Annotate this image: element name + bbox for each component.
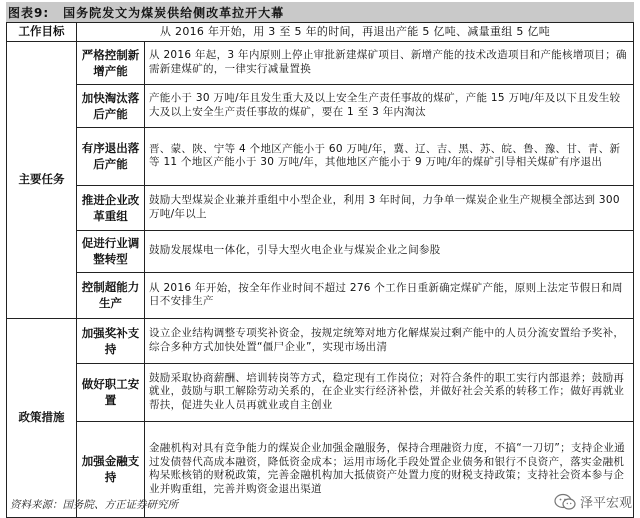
wechat-bubble-icon (554, 493, 576, 511)
figure-title: 国务院发文为煤炭供给侧改革拉开大幕 (63, 5, 285, 20)
watermark (554, 492, 632, 511)
task-title: 促进行业调整转型 (77, 230, 145, 272)
watermark-text: 泽平宏观 (579, 496, 632, 511)
table-row (7, 185, 634, 230)
task-title: 推进企业改革重组 (77, 185, 145, 230)
measure-title: 做好职工安置 (77, 363, 145, 421)
table-row (7, 318, 634, 363)
task-content: 从 2016 年起，3 年内原则上停止审批新建煤矿项目、新增产能的技术改造项目和产能核增项目；确需新建煤矿的，一律实行减量置换 (145, 41, 634, 84)
task-content: 产能小于 30 万吨/年且发生重大及以上安全生产责任事故的煤矿，产能 15 万吨/年及以下且发生较大及以上安全生产责任事故的煤矿，要在 1 至 3 年内淘汰 (145, 84, 634, 127)
task-content: 鼓励发展煤电一体化，引导大型火电企业与煤炭企业之间参股 (145, 230, 634, 272)
measure-content: 设立企业结构调整专项奖补资金，按规定统筹对地方化解煤炭过剩产能中的人员分流安置给予奖补，综合多种方式加快处置“僵尸企业”，实现市场出清 (145, 318, 634, 363)
measure-content: 金融机构对具有竞争能力的煤炭企业加强金融服务，保持合理融资力度，不搞“一刀切”；支持企业通过发债替代高成本融资，降低资金成本；运用市场化手段处置企业债务和银行不良资产，落实金融机构呆账核销的财税政策，完善金融机构加大抵债资产处置力度的财税支持政策；支持社会资本参与企业并购重组，完善并购资金退出渠道 (145, 421, 634, 517)
table-row (7, 41, 634, 84)
goal-content: 从 2016 年开始，用 3 至 5 年的时间，再退出产能 5 亿吨、减量重组 5 亿吨 (77, 23, 634, 42)
policy-measures-label: 政策措施 (7, 318, 77, 517)
task-title: 严格控制新增产能 (77, 41, 145, 84)
table-row (7, 230, 634, 272)
goal-label: 工作目标 (7, 23, 77, 42)
task-title: 加快淘汰落后产能 (77, 84, 145, 127)
measure-title: 加强奖补支持 (77, 318, 145, 363)
measure-title: 加强金融支持 (77, 421, 145, 517)
figure-label: 图表9: (8, 5, 50, 20)
table-row (7, 84, 634, 127)
task-title: 控制超能力生产 (77, 272, 145, 318)
table-row-goal (7, 23, 634, 42)
table-row (7, 127, 634, 185)
table-row (7, 272, 634, 318)
table-row (7, 363, 634, 421)
policy-table (6, 22, 634, 518)
main-tasks-label: 主要任务 (7, 41, 77, 318)
task-title: 有序退出落后产能 (77, 127, 145, 185)
task-content: 晋、蒙、陕、宁等 4 个地区产能小于 60 万吨/年，冀、辽、吉、黑、苏、皖、鲁、豫、甘、青、新等 11 个地区产能小于 30 万吨/年，其他地区产能小于 9 万吨/年的煤矿引导相关煤矿有序退出 (145, 127, 634, 185)
figure-title-bar (6, 2, 634, 22)
task-content: 鼓励大型煤炭企业兼并重组中小型企业，利用 3 年时间，力争单一煤炭企业生产规模全部达到 300 万吨/年以上 (145, 185, 634, 230)
measure-content: 鼓励采取协商薪酬、培训转岗等方式，稳定现有工作岗位；对符合条件的职工实行内部退养；鼓励再就业，鼓励与职工解除劳动关系的，在企业实行经济补偿，并做好社会关系的转移工作；做好再就业帮扶，促进失业人员再就业或自主创业 (145, 363, 634, 421)
task-content: 从 2016 年开始，按全年作业时间不超过 276 个工作日重新确定煤矿产能，原则上法定节假日和周日不安排生产 (145, 272, 634, 318)
source-note: 资料来源：国务院、方正证券研究所 (10, 499, 178, 511)
